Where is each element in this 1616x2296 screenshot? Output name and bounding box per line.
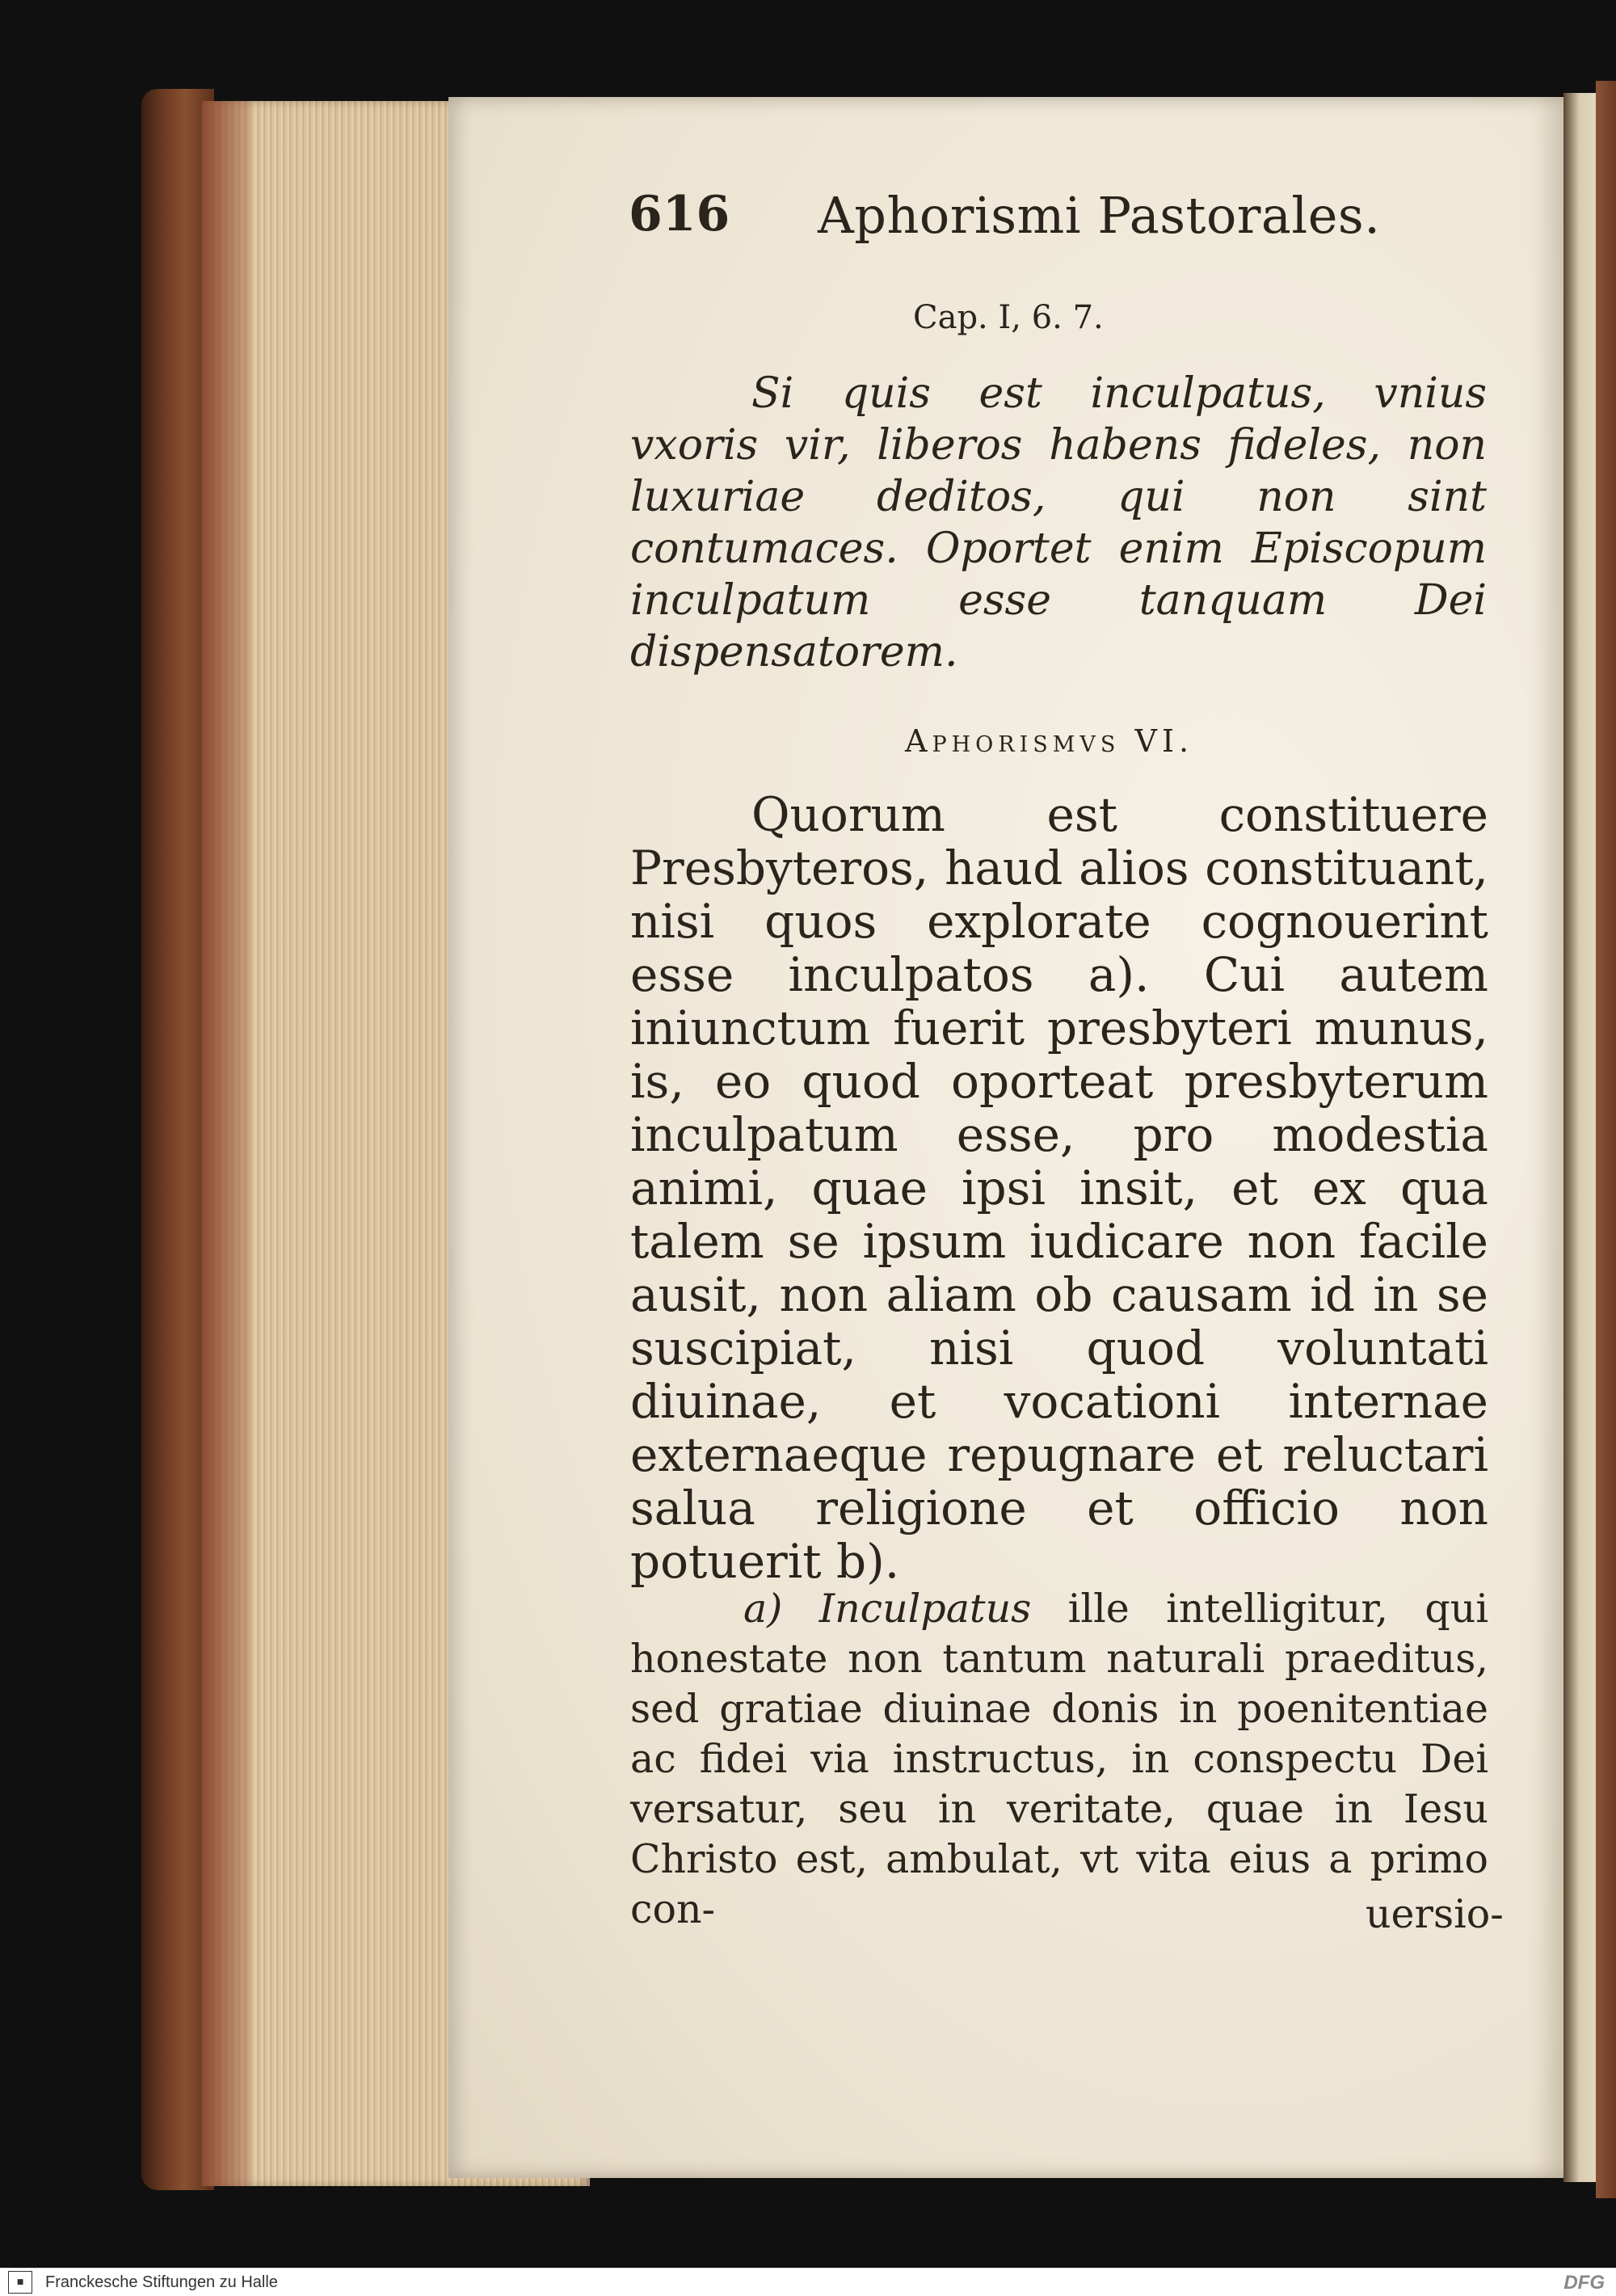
- aphorism-heading: Aphorismvs VI.: [905, 723, 1194, 759]
- dfg-logo: DFG: [1563, 2272, 1605, 2294]
- page-number: 616: [629, 186, 730, 242]
- footer-institution[interactable]: Franckesche Stiftungen zu Halle: [45, 2273, 278, 2291]
- catchword: uersio-: [1366, 1891, 1504, 1937]
- scripture-quote: Si quis est inculpatus, vnius vxoris vir, liberos habens fideles, non luxuriae deditos, qui non sint contumaces. Oportet enim Episcopum inculpatum esse tanquam Dei dispensatorem.: [630, 369, 1487, 676]
- page-header: [0, 186, 1616, 259]
- scripture-reference: Cap. I, 6. 7.: [913, 299, 1104, 336]
- footer-bar: [0, 2268, 1616, 2296]
- franckesche-stiftungen-logo-icon: ■: [8, 2271, 32, 2294]
- running-title: Aphorismi Pastorales.: [818, 186, 1381, 245]
- aphorism-body: Quorum est constituere Presbyteros, haud alios constituant, nisi quos explorate cognouerint esse inculpatos a). Cui autem iniunctum fuerit presbyteri munus, is, eo quod oporteat presbyterum inculpatum esse, pro modestia animi, quae ipsi insit, et ex qua talem se ipsum iudicare non facile ausit, non aliam ob causam id in se suscipiat, nisi quod voluntati diuinae, et vocationi internae externaeque repugnare et reluctari salua religione et officio non potuerit b).: [630, 787, 1488, 1589]
- footnote-label: a) Inculpatus: [743, 1586, 1032, 1632]
- footnote: [630, 1584, 1488, 1935]
- footnote-text: ille intelligitur, qui honestate non tantum naturali praeditus, sed gratiae diuinae donis in poenitentiae ac fidei via instructus, in conspectu Dei versatur, seu in veritate, quae in Iesu Christo est, ambulat, vt vita eius a primo con-: [630, 1586, 1489, 1932]
